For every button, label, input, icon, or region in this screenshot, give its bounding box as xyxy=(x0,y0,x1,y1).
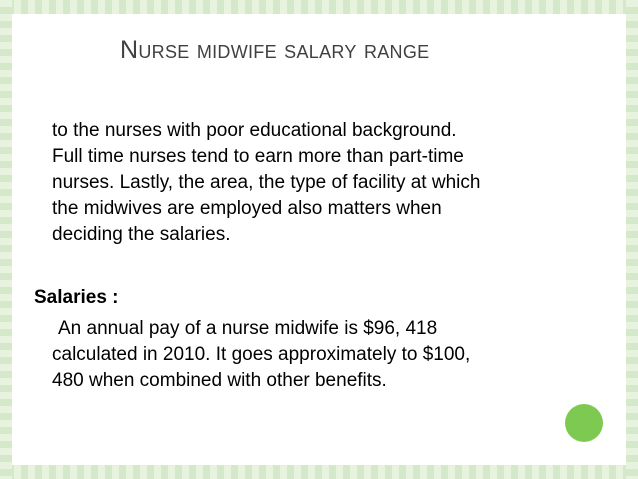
slide-border-bottom xyxy=(0,465,638,479)
paragraph-line: deciding the salaries. xyxy=(52,224,231,245)
slide-title-text: NURSE MIDWIFE SALARY RANGE xyxy=(120,36,430,64)
slide-border-right xyxy=(626,0,638,479)
slide-border-left xyxy=(0,0,12,479)
paragraph-line: the midwives are employed also matters when xyxy=(52,198,442,219)
slide-title xyxy=(120,36,429,65)
salary-line: calculated in 2010. It goes approximately to $100, xyxy=(52,344,471,365)
paragraph-line: nurses. Lastly, the area, the type of facility at which xyxy=(52,172,481,193)
paragraph-line: Full time nurses tend to earn more than part-time xyxy=(52,146,464,167)
salary-paragraph xyxy=(52,316,612,394)
paragraph-line: to the nurses with poor educational background. xyxy=(52,120,457,141)
slide-canvas xyxy=(12,14,626,465)
decorative-green-circle xyxy=(565,404,603,442)
body-paragraph xyxy=(52,118,572,248)
slide-border-top xyxy=(0,0,638,14)
salaries-heading: Salaries : xyxy=(34,287,119,308)
salary-line: 480 when combined with other benefits. xyxy=(52,370,387,391)
salary-line: An annual pay of a nurse midwife is $96, 418 xyxy=(58,318,438,339)
